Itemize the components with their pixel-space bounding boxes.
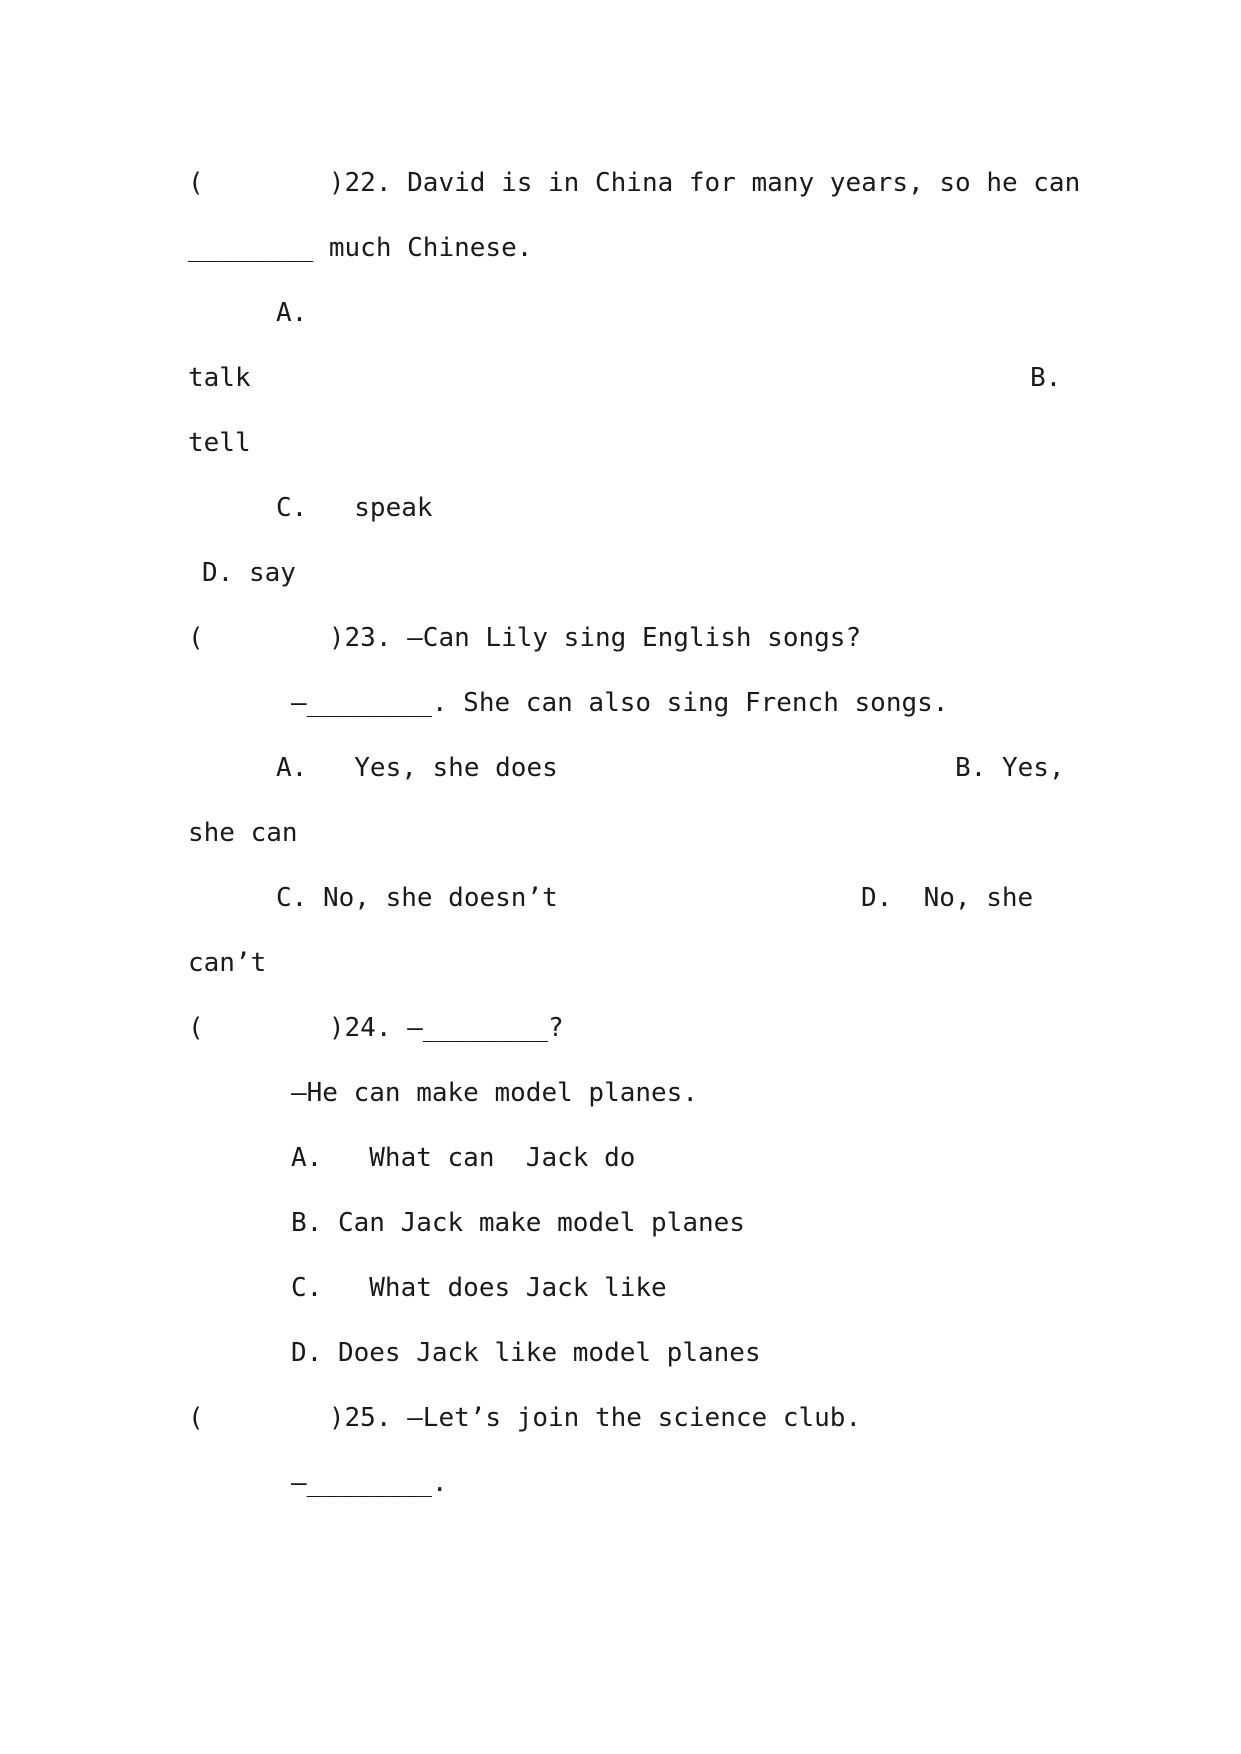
q22-option-c: C. speak: [276, 493, 433, 523]
q25-stem: ( )25. —Let’s join the science club.: [188, 1403, 862, 1433]
q23-option-d-label: D. No, she: [861, 883, 1034, 913]
q23-option-c: C. No, she doesn’t: [276, 883, 558, 913]
q23-option-b-label: B. Yes,: [955, 753, 1065, 783]
q24-option-a: A. What can Jack do: [291, 1143, 636, 1173]
q23-stem: ( )23. —Can Lily sing English songs?: [188, 623, 862, 653]
q24-option-c: C. What does Jack like: [291, 1273, 667, 1303]
q22-option-a-text: talk: [188, 363, 251, 393]
q22-option-d: D. say: [202, 558, 296, 588]
q22-option-a-label: A.: [276, 298, 308, 328]
q23-answer-line: —________. She can also sing French songs.: [291, 688, 949, 718]
q23-option-a: A. Yes, she does: [276, 753, 558, 783]
q23-option-d-text: can’t: [188, 948, 267, 978]
q22-option-b-label: B.: [1030, 363, 1062, 393]
q24-answer-line: —He can make model planes.: [291, 1078, 698, 1108]
q22-stem-continued: ________ much Chinese.: [188, 233, 533, 263]
q24-option-b: B. Can Jack make model planes: [291, 1208, 745, 1238]
q25-answer-line: —________.: [291, 1468, 448, 1498]
q22-option-b-text: tell: [188, 428, 251, 458]
q22-stem: ( )22. David is in China for many years, so he can: [188, 168, 1081, 198]
q23-option-b-text: she can: [188, 818, 298, 848]
q24-option-d: D. Does Jack like model planes: [291, 1338, 761, 1368]
q24-stem: ( )24. —________?: [188, 1013, 564, 1043]
